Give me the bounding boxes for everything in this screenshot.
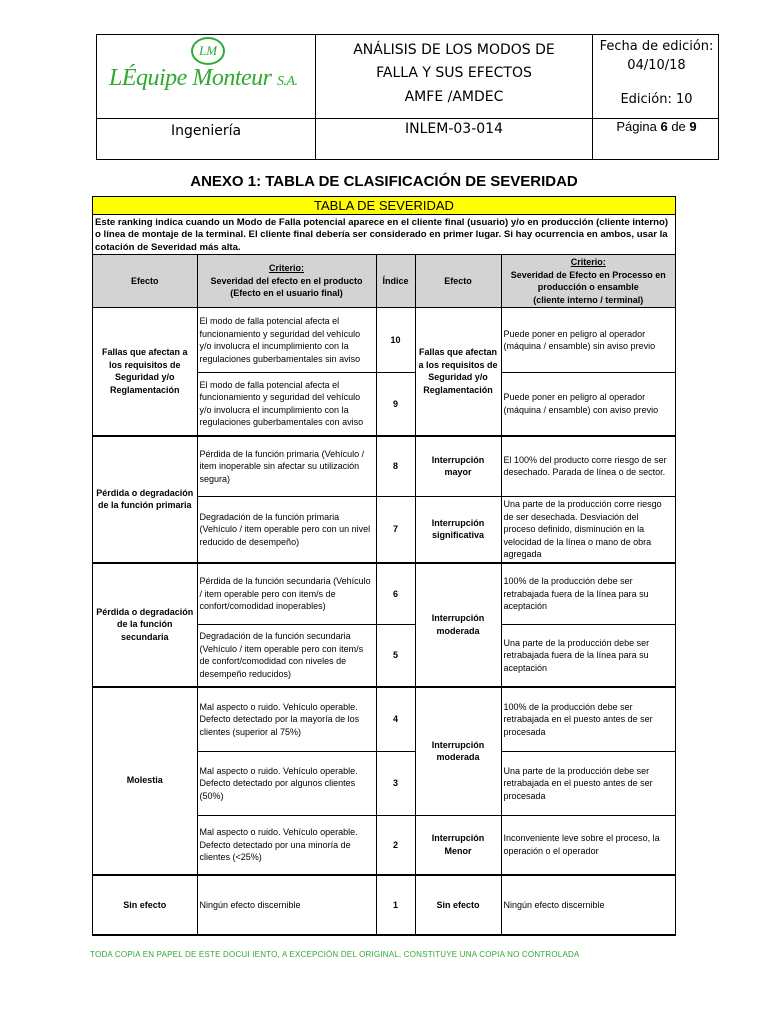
process-effect: Interrupción moderada [415, 563, 501, 687]
process-effect: Sin efecto [415, 875, 501, 935]
department: Ingeniería [170, 123, 242, 139]
process-cell: Una parte de la producción debe ser retrabajada en el puesto antes de ser procesada [501, 752, 675, 816]
header-indice: Índice [376, 255, 415, 308]
criterio-cell: El modo de falla potencial afecta el funcionamiento y seguridad del vehículo y/o involucra el incumplimiento con la regulaciones guberbamentales con aviso [197, 373, 376, 436]
company-name: LÉquipe Monteur [109, 65, 272, 91]
criterio-label: Criterio: [570, 257, 606, 267]
process-cell: Puede poner en peligro al operador (máquina / ensamble) con aviso previo [501, 373, 675, 436]
criterio-cell: El modo de falla potencial afecta el funcionamiento y seguridad del vehículo y/o involucra el incumplimiento con la regulaciones guberbamentales sin aviso [197, 308, 376, 373]
table-header-row [93, 255, 675, 308]
process-cell: 100% de la producción debe ser retrabajada fuera de la línea para su aceptación [501, 563, 675, 625]
company-suffix: S.A. [276, 74, 298, 89]
effect-group: Molestia [93, 687, 197, 875]
criterio-cell: Degradación de la función primaria (Vehículo / item operable pero con un nivel reducido de desempeño) [197, 497, 376, 563]
effect-group: Sin efecto [93, 875, 197, 935]
index-cell: 8 [376, 436, 415, 497]
index-cell: 1 [376, 875, 415, 935]
process-cell: 100% de la producción debe ser retrabajada en el puesto antes de ser procesada [501, 687, 675, 752]
criterio-cell: Pérdida de la función primaria (Vehículo / item inoperable sin afectar su utilización segura) [197, 436, 376, 497]
logo-wordmark [109, 65, 319, 92]
criterio-text: Severidad de Efecto en Processo en producción o ensamble [510, 269, 666, 292]
process-cell: Inconveniente leve sobre el proceso, la operación o el operador [501, 816, 675, 875]
page-of: de [671, 119, 686, 134]
index-cell: 9 [376, 373, 415, 436]
process-cell: El 100% del producto corre riesgo de ser desechado. Parada de línea o de sector. [501, 436, 675, 497]
document-code: INLEM-03-014 [405, 121, 503, 137]
process-cell: Puede poner en peligro al operador (máquina / ensamble) sin aviso previo [501, 308, 675, 373]
page-current: 6 [660, 119, 668, 134]
title-line-3: AMFE /AMDEC [404, 89, 504, 105]
table-title: TABLA DE SEVERIDAD [93, 197, 675, 215]
criterio-cell: Mal aspecto o ruido. Vehículo operable. Defecto detectado por algunos clientes (50%) [197, 752, 376, 816]
criterio-sub: (cliente interno / terminal) [533, 294, 644, 305]
criterio-label: Criterio: [268, 263, 304, 274]
index-cell: 4 [376, 687, 415, 752]
document-header [96, 34, 719, 160]
page-number [593, 119, 720, 161]
effect-group: Fallas que afectan a los requisitos de Seguridad y/o Reglamentación [93, 308, 197, 436]
table-row [93, 436, 675, 497]
process-cell: Una parte de la producción corre riesgo de ser desechada. Desviación del proceso definido, disminución en la velocidad de la línea o mano de obra agregada [501, 497, 675, 563]
criterio-cell: Pérdida de la función secundaria (Vehículo / item operable pero con item/s de confort/comodidad inoperables) [197, 563, 376, 625]
process-effect: Interrupción Menor [415, 816, 501, 875]
table-row [93, 875, 675, 935]
effect-group: Pérdida o degradación de la función secundaria [93, 563, 197, 687]
table-row [93, 308, 675, 373]
title-line-1: ANÁLISIS DE LOS MODOS DE [353, 42, 555, 58]
page-total: 9 [689, 119, 697, 134]
process-effect: Interrupción significativa [415, 497, 501, 563]
process-cell: Una parte de la producción debe ser retrabajada fuera de la línea para su aceptación [501, 625, 675, 687]
severity-grid [93, 255, 675, 935]
logo-monogram: LM [191, 37, 225, 65]
table-row [93, 563, 675, 625]
uncontrolled-copy-notice: TODA COPIA EN PAPEL DE ESTE DOCUI IENTO, A EXCEPCIÓN DEL ORIGINAL, CONSTITUYE UNA COPIA NO CONTROLADA [90, 950, 580, 959]
edition-info [593, 35, 720, 118]
header-criterio-producto [197, 255, 376, 308]
process-effect: Interrupción moderada [415, 687, 501, 816]
process-cell: Ningún efecto discernible [501, 875, 675, 935]
header-efecto-proceso: Efecto [415, 255, 501, 308]
date-value: 04/10/18 [627, 58, 686, 73]
annex-title: ANEXO 1: TABLA DE CLASIFICACIÓN DE SEVERIDAD [190, 173, 578, 190]
severity-table [92, 196, 676, 936]
effect-group: Pérdida o degradación de la función primaria [93, 436, 197, 563]
header-criterio-proceso [501, 255, 675, 308]
title-line-2: FALLA Y SUS EFECTOS [376, 65, 532, 81]
criterio-cell: Mal aspecto o ruido. Vehículo operable. Defecto detectado por la mayoría de los clientes (superior al 75%) [197, 687, 376, 752]
table-row [93, 687, 675, 752]
process-effect-group: Fallas que afectan a los requisitos de Seguridad y/o Reglamentación [415, 308, 501, 436]
criterio-cell: Mal aspecto o ruido. Vehículo operable. Defecto detectado por una minoría de clientes (<25%) [197, 816, 376, 875]
index-cell: 7 [376, 497, 415, 563]
index-cell: 5 [376, 625, 415, 687]
criterio-cell: Ningún efecto discernible [197, 875, 376, 935]
edition-number: Edición: 10 [620, 92, 693, 107]
criterio-sub: (Efecto en el usuario final) [230, 288, 343, 299]
table-intro: Este ranking indica cuando un Modo de Falla potencial aparece en el cliente final (usuario) y/o en producción (cliente interno) o línea de montaje de la terminal. El cliente final debería ser considerado en primer lugar. Si hay ocurrencia en ambos, usar la cotación de Severidad más alta. [93, 215, 675, 255]
criterio-text: Severidad del efecto en el producto [210, 275, 363, 286]
header-efecto: Efecto [93, 255, 197, 308]
process-effect: Interrupción mayor [415, 436, 501, 497]
criterio-cell: Degradación de la función secundaria (Vehículo / item operable pero con item/s de confort/comodidad con niveles de desempeño reducidos) [197, 625, 376, 687]
document-title [316, 35, 592, 118]
index-cell: 3 [376, 752, 415, 816]
index-cell: 6 [376, 563, 415, 625]
date-label: Fecha de edición: [599, 39, 714, 54]
company-logo [97, 35, 315, 118]
index-cell: 2 [376, 816, 415, 875]
page-prefix: Página [616, 119, 657, 134]
index-cell: 10 [376, 308, 415, 373]
